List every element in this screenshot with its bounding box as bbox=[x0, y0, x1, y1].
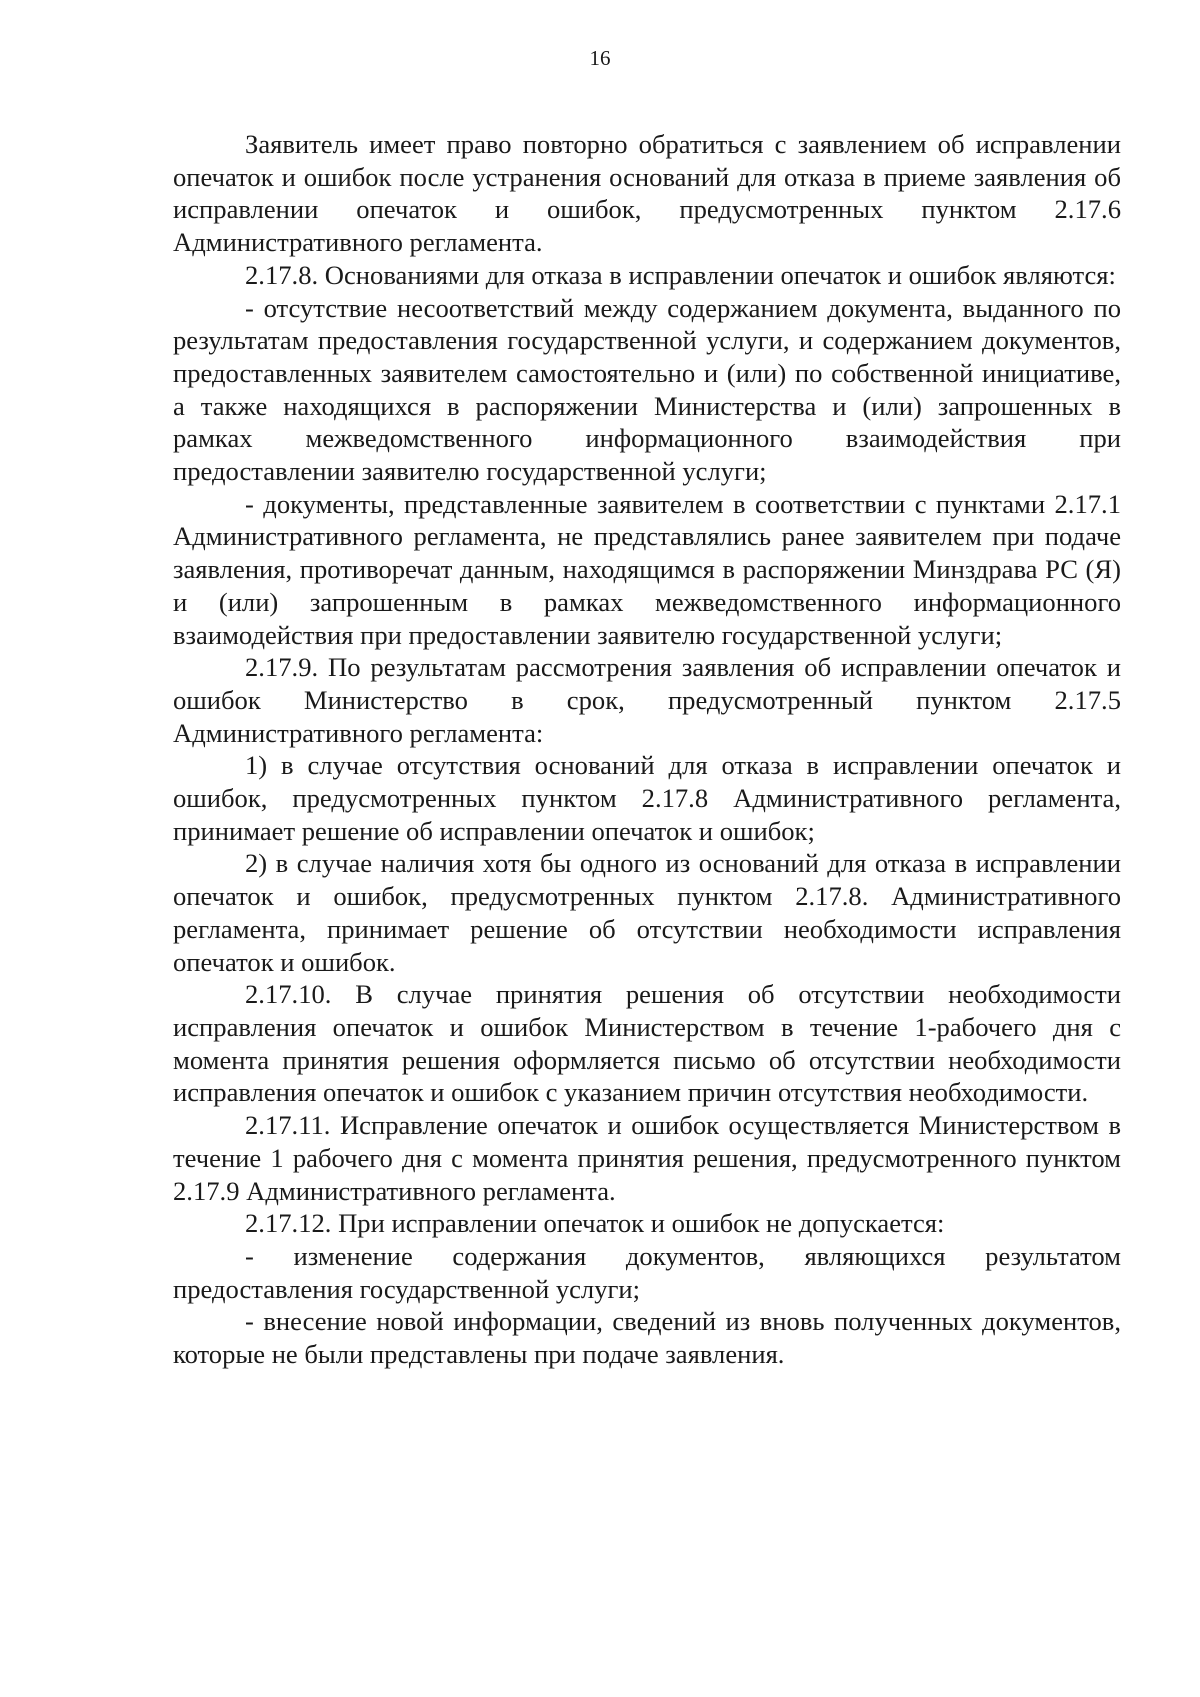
paragraph-not-allowed-2: - внесение новой информации, сведений из вновь полученных документов, которые не были представлены при подаче заявления. bbox=[173, 1306, 1121, 1370]
paragraph-2-17-9-item-2: 2) в случае наличия хотя бы одного из оснований для отказа в исправлении опечаток и ошибок, предусмотренных пунктом 2.17.8. Административного регламента, принимает решение об отсутствии необходимости исправления опечаток и ошибок. bbox=[173, 848, 1121, 977]
page-number: 16 bbox=[589, 46, 611, 70]
paragraph-2-17-8-heading: 2.17.8. Основаниями для отказа в исправлении опечаток и ошибок являются: bbox=[245, 259, 1116, 290]
paragraph-reapply-right: Заявитель имеет право повторно обратиться с заявлением об исправлении опечаток и ошибок после устранения оснований для отказа в приеме заявления об исправлении опечаток и ошибок, предусмотренных пунктом 2.17.6 Административного регламента. bbox=[173, 129, 1121, 258]
paragraph-2-17-9-item-1: 1) в случае отсутствия оснований для отказа в исправлении опечаток и ошибок, предусмотренных пунктом 2.17.8 Административного регламента, принимает решение об исправлении опечаток и ошибок; bbox=[173, 750, 1121, 846]
paragraph-2-17-10: 2.17.10. В случае принятия решения об отсутствии необходимости исправления опечаток и ошибок Министерством в течение 1-рабочего дня с момента принятия решения оформляется письмо об отсутствии необходимости исправления опечаток и ошибок с указанием причин отсутствия необходимости. bbox=[173, 979, 1121, 1108]
paragraph-not-allowed-1: - изменение содержания документов, являющихся результатом предоставления государственной услуги; bbox=[173, 1240, 1121, 1304]
paragraph-2-17-11: 2.17.11. Исправление опечаток и ошибок осуществляется Министерством в течение 1 рабочего дня с момента принятия решения, предусмотренного пунктом 2.17.9 Административного регламента. bbox=[173, 1110, 1121, 1206]
paragraph-refusal-ground-1: - отсутствие несоответствий между содержанием документа, выданного по результатам предоставления государственной услуги, и содержанием документов, предоставленных заявителем самостоятельно и (или) по собственной инициативе, а также находящихся в распоряжении Министерства и (или) запрошенных в рамках межведомственного информационного взаимодействия при предоставлении заявителю государственной услуги; bbox=[173, 292, 1121, 487]
paragraph-2-17-9: 2.17.9. По результатам рассмотрения заявления об исправлении опечаток и ошибок Министерство в срок, предусмотренный пунктом 2.17.5 Административного регламента: bbox=[173, 652, 1121, 748]
paragraph-2-17-12: 2.17.12. При исправлении опечаток и ошибок не допускается: bbox=[245, 1208, 945, 1239]
document-body bbox=[173, 128, 1121, 1371]
paragraph-refusal-ground-2: - документы, представленные заявителем в соответствии с пунктами 2.17.1 Административного регламента, не представлялись ранее заявителем при подаче заявления, противоречат данным, находящимся в распоряжении Минздрава РС (Я) и (или) запрошенным в рамках межведомственного информационного взаимодействия при предоставлении заявителю государственной услуги; bbox=[173, 488, 1121, 650]
